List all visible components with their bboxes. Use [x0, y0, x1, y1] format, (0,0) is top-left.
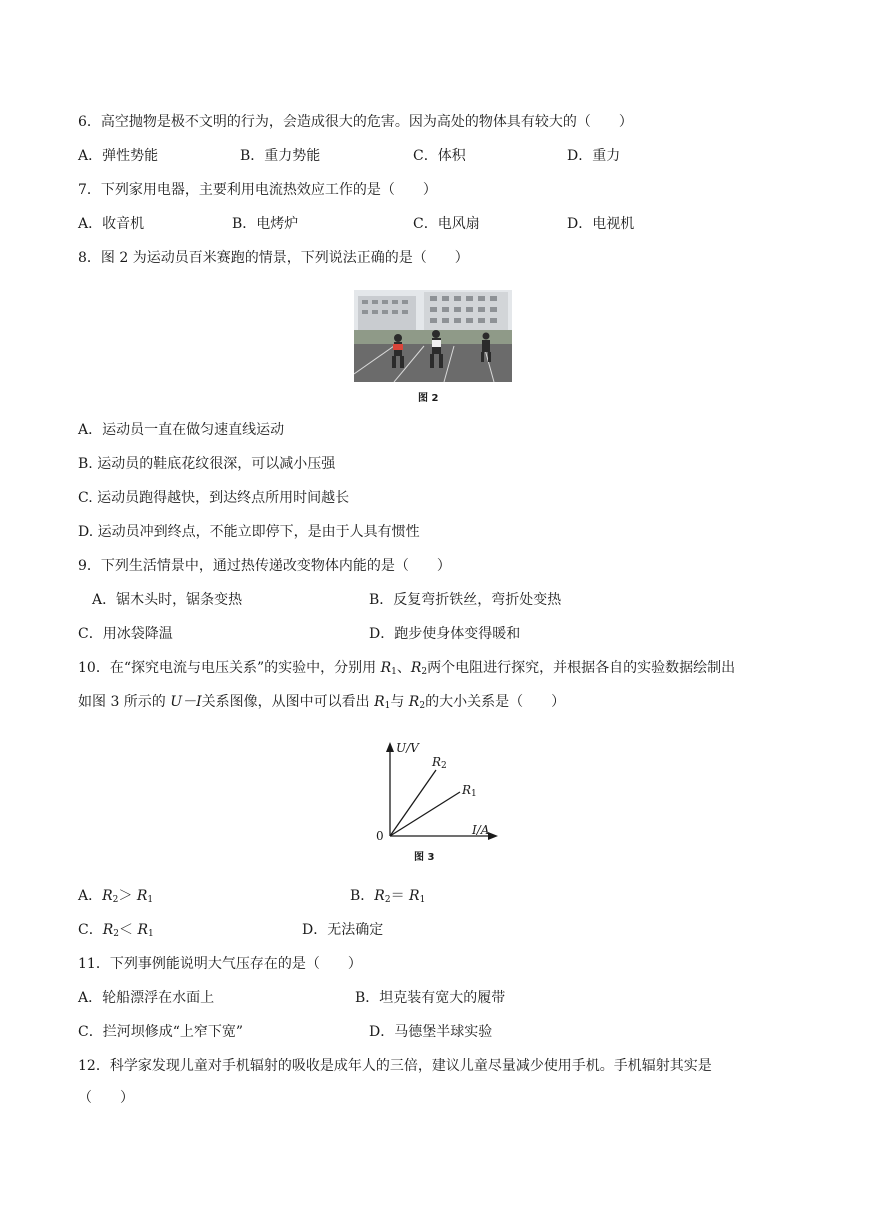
question-11-option-c: C．拦河坝修成“上窄下宽”: [78, 1024, 244, 1040]
stem-text: 关系图像，从图中可以看出: [201, 694, 375, 710]
r1-subscript: 1: [419, 895, 426, 905]
r1-subscript: 1: [384, 701, 391, 711]
question-7-stem: 7．下列家用电器，主要利用电流热效应工作的是（ ）: [78, 182, 437, 198]
question-7-option-c: C．电风扇: [413, 216, 480, 232]
graph-origin: 0: [376, 829, 384, 843]
question-6-option-a: A．弹性势能: [78, 148, 159, 164]
r1-symbol: R: [409, 888, 420, 904]
question-11-option-d: D．马德堡半球实验: [369, 1024, 493, 1040]
question-11-option-b: B．坦克装有宽大的履带: [355, 990, 506, 1006]
r1-subscript: 1: [471, 789, 477, 799]
option-prefix: B．: [350, 888, 375, 904]
r1-symbol: R: [462, 783, 472, 797]
r1-symbol: R: [374, 694, 385, 710]
question-9-option-d: D．跑步使身体变得暖和: [369, 626, 521, 642]
question-11-stem: 11．下列事例能说明大气压存在的是（ ）: [78, 956, 362, 972]
question-9-option-c: C．用冰袋降温: [78, 626, 173, 642]
question-12-stem-line2: （ ）: [78, 1090, 134, 1106]
stem-text: 的大小关系是（ ）: [425, 694, 566, 710]
stem-text: 两个电阻进行探究，并根据各自的实验数据绘制出: [427, 660, 736, 676]
r2-subscript: 2: [113, 929, 119, 939]
question-7-option-d: D．电视机: [567, 216, 635, 232]
question-11-option-a: A．轮船漂浮在水面上: [78, 990, 215, 1006]
r2-symbol: R: [432, 755, 442, 769]
question-9-option-b: B．反复弯折铁丝，弯折处变热: [369, 592, 562, 608]
operator: ＜: [119, 922, 133, 938]
question-8-option-b: B. 运动员的鞋底花纹很深，可以减小压强: [78, 456, 336, 472]
x-axis-label: I/A: [472, 823, 490, 837]
question-6-option-d: D．重力: [567, 148, 621, 164]
r1-symbol: R: [136, 888, 148, 904]
operator: ＞: [118, 888, 133, 904]
line-r1: [390, 792, 460, 836]
question-6-option-c: C．体积: [413, 148, 466, 164]
r2-subscript: 2: [441, 761, 447, 771]
r1-symbol: R: [137, 922, 148, 938]
r1-symbol: R: [380, 660, 392, 676]
figure-2-caption: 图 2: [418, 393, 439, 404]
stem-text: 、: [396, 660, 411, 676]
question-10-option-d: D．无法确定: [302, 922, 384, 938]
option-prefix: C．: [78, 922, 103, 938]
question-8-option-d: D. 运动员冲到终点，不能立即停下，是由于人具有惯性: [78, 524, 420, 540]
question-6-stem: 6．高空抛物是极不文明的行为，会造成很大的危害。因为高处的物体具有较大的（ ）: [78, 114, 633, 130]
r2-subscript: 2: [421, 667, 428, 677]
graph-r1-label: [462, 780, 477, 804]
r2-symbol: R: [102, 888, 113, 904]
question-7-option-b: B．电烤炉: [232, 216, 299, 232]
figure-3-caption: 图 3: [414, 852, 435, 863]
r2-subscript: 2: [112, 895, 119, 905]
stem-text: 与: [390, 694, 409, 710]
y-axis-label: U/V: [396, 741, 419, 755]
r1-subscript: 1: [147, 895, 154, 905]
r1-subscript: 1: [391, 667, 397, 677]
graph-x-label: [472, 820, 489, 840]
question-10-option-c: [78, 920, 154, 944]
operator: ＝: [390, 888, 405, 904]
r2-symbol: R: [408, 694, 420, 710]
question-10-option-b: [350, 886, 425, 910]
question-8-stem: 8．图 2 为运动员百米赛跑的情景，下列说法正确的是（ ）: [78, 250, 469, 266]
question-9-option-a: A．锯木头时，锯条变热: [92, 592, 243, 608]
r2-symbol: R: [410, 660, 422, 676]
question-7-option-a: A．收音机: [78, 216, 145, 232]
line-r2: [390, 770, 436, 836]
question-6-option-b: B．重力势能: [240, 148, 321, 164]
question-10-stem-line1: [78, 658, 735, 682]
stem-text: 10．在“探究电流与电压关系”的实验中，分别用: [78, 660, 381, 676]
question-10-option-a: [78, 886, 153, 910]
r2-symbol: R: [374, 888, 385, 904]
r2-subscript: 2: [384, 895, 391, 905]
y-axis-arrow: [386, 742, 394, 752]
r2-subscript: 2: [419, 701, 426, 711]
question-9-stem: 9．下列生活情景中，通过热传递改变物体内能的是（ ）: [78, 558, 451, 574]
option-prefix: A．: [78, 888, 103, 904]
question-8-option-c: C. 运动员跑得越快，到达终点所用时间越长: [78, 490, 350, 506]
question-8-option-a: A．运动员一直在做匀速直线运动: [78, 422, 285, 438]
stem-text: 如图 3 所示的: [78, 694, 171, 710]
question-12-stem-line1: 12．科学家发现儿童对手机辐射的吸收是成年人的三倍，建议儿童尽量减少使用手机。手机辐射其实是: [78, 1058, 712, 1074]
ui-symbol: U－I: [170, 694, 202, 710]
figure-2-running-photo: [354, 290, 512, 382]
graph-y-label: [396, 738, 419, 758]
r2-symbol: R: [102, 922, 114, 938]
question-10-stem-line2: [78, 692, 565, 716]
x-axis-arrow: [488, 832, 498, 840]
graph-r2-label: [432, 752, 447, 776]
r1-subscript: 1: [148, 929, 154, 939]
